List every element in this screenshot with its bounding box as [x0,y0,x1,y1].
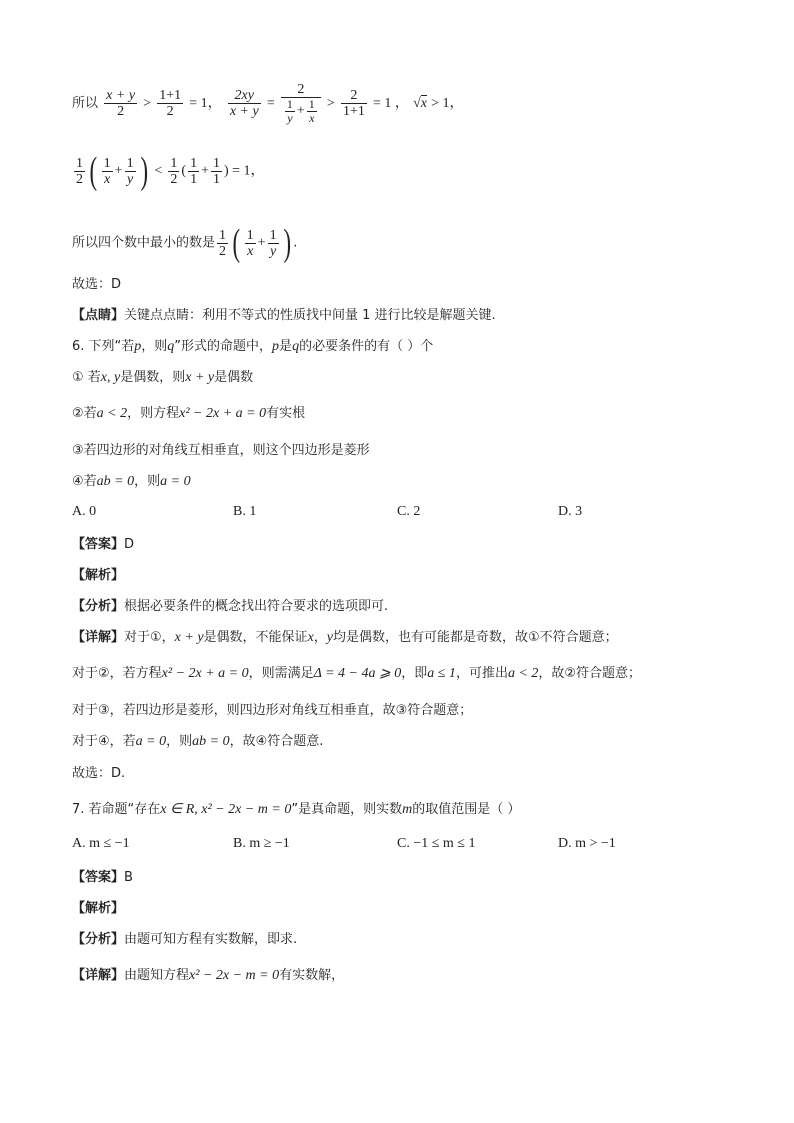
question-7-detail-1: 【详解】由题知方程x² − 2x − m = 0有实数解， [72,968,345,983]
fraction: $\frac{1}{2}$ [76,155,83,187]
answer-line: 故选：D [72,277,122,292]
option-d: D. 3 [558,504,583,519]
question-6-detail-1: 【详解】对于①，x + y是偶数，不能保证x，y均是偶数，也有可能都是奇数，故①不符合题意； [72,630,618,645]
question-6-item-1: ① 若x, y是偶数，则x + y是偶数 [72,370,254,385]
question-6-item-4: ④若ab = 0，则a = 0 [72,474,191,489]
fraction: $\frac{2xy}{x + y}$ [229,88,259,119]
option-c: C. −1 ≤ m ≤ 1 [397,836,476,851]
fraction: $\frac{1}{1}$ [190,155,198,187]
fraction: $\frac{1}{2}$ [170,155,178,187]
tip-line: 【点睛】关键点点睛：利用不等式的性质找中间量 1 进行比较是解题关键. [72,308,496,323]
compound-fraction: 2 $\frac{1}{y}$ + $\frac{1}{x}$ [281,82,321,125]
fraction: $\frac{1}{y}$ [126,155,134,187]
fraction: $\frac{1+1}{2}$ [159,88,182,119]
fraction: $\frac{x + y}{2}$ [106,88,136,119]
question-6-fenxi: 【分析】根据必要条件的概念找出符合要求的选项即可. [72,599,389,614]
question-6-answer: 【答案】D [72,537,135,552]
solution-line-2: $\frac{1}{2}$ ( $\frac{1}{x}$ + $\frac{1}{y}$ ) < $\frac{1}{2}$ ( $\frac{1}{1}$ + $\frac{1}{1}$ ) = 1， [76,150,265,192]
option-b: B. 1 [233,504,257,519]
question-7-answer: 【答案】B [72,870,133,885]
option-a: A. m ≤ −1 [72,836,130,851]
question-6-detail-2: 对于②，若方程x² − 2x + a = 0，则需满足Δ = 4 − 4a ⩾ 0，即a ≤ 1，可推出a < 2，故②符合题意； [72,666,642,681]
fraction: $\frac{1}{x}$ [308,97,315,125]
question-6-detail-4: 对于④，若a = 0，则ab = 0，故④符合题意. [72,734,324,749]
text: 所以 [72,96,99,111]
fraction: $\frac{1}{y}$ [286,97,293,125]
question-6-item-2: ②若a < 2，则方程x² − 2x + a = 0有实根 [72,406,306,421]
question-6-analysis-heading: 【解析】 [72,568,125,583]
fraction: $\frac{1}{y}$ [269,227,277,259]
solution-line-3: 所以四个数中最小的数是 $\frac{1}{2}$ ( $\frac{1}{x}$ + $\frac{1}{y}$ ) . [72,222,298,264]
solution-line-1: 所以 $\frac{x + y}{2}$ > $\frac{1+1}{2}$ = 1， $\frac{2xy}{x + y}$ = 2 $\frac{1}{y}$ + $\frac{1}{x}$ > $\frac{2}{1+1}$ = 1 ， √x > 1， [72,82,464,125]
question-7-analysis-heading: 【解析】 [72,901,125,916]
fraction: $\frac{1}{2}$ [219,227,227,259]
question-7-stem: 7. 若命题“存在x ∈ R, x² − 2x − m = 0”是真命题，则实数m的取值范围是（ ） [72,802,521,817]
question-6-item-3: ③若四边形的对角线互相垂直，则这个四边形是菱形 [72,443,370,458]
question-7-fenxi: 【分析】由题可知方程有实数解，即求. [72,932,298,947]
option-b: B. m ≥ −1 [233,836,290,851]
fraction: $\frac{1}{x}$ [246,227,254,259]
option-a: A. 0 [72,504,97,519]
fraction: $\frac{2}{1+1}$ [342,88,365,119]
question-6-final: 故选：D. [72,766,126,781]
option-c: C. 2 [397,504,421,519]
question-6-stem: 6. 下列“若p，则q”形式的命题中，p是q的必要条件的有（ ）个 [72,339,434,354]
fraction: $\frac{1}{1}$ [212,155,220,187]
question-6-detail-3: 对于③，若四边形是菱形，则四边形对角线互相垂直，故③符合题意； [72,703,473,718]
option-d: D. m > −1 [558,836,616,851]
sqrt-symbol: √x [413,96,427,111]
fraction: $\frac{1}{x}$ [103,155,111,187]
